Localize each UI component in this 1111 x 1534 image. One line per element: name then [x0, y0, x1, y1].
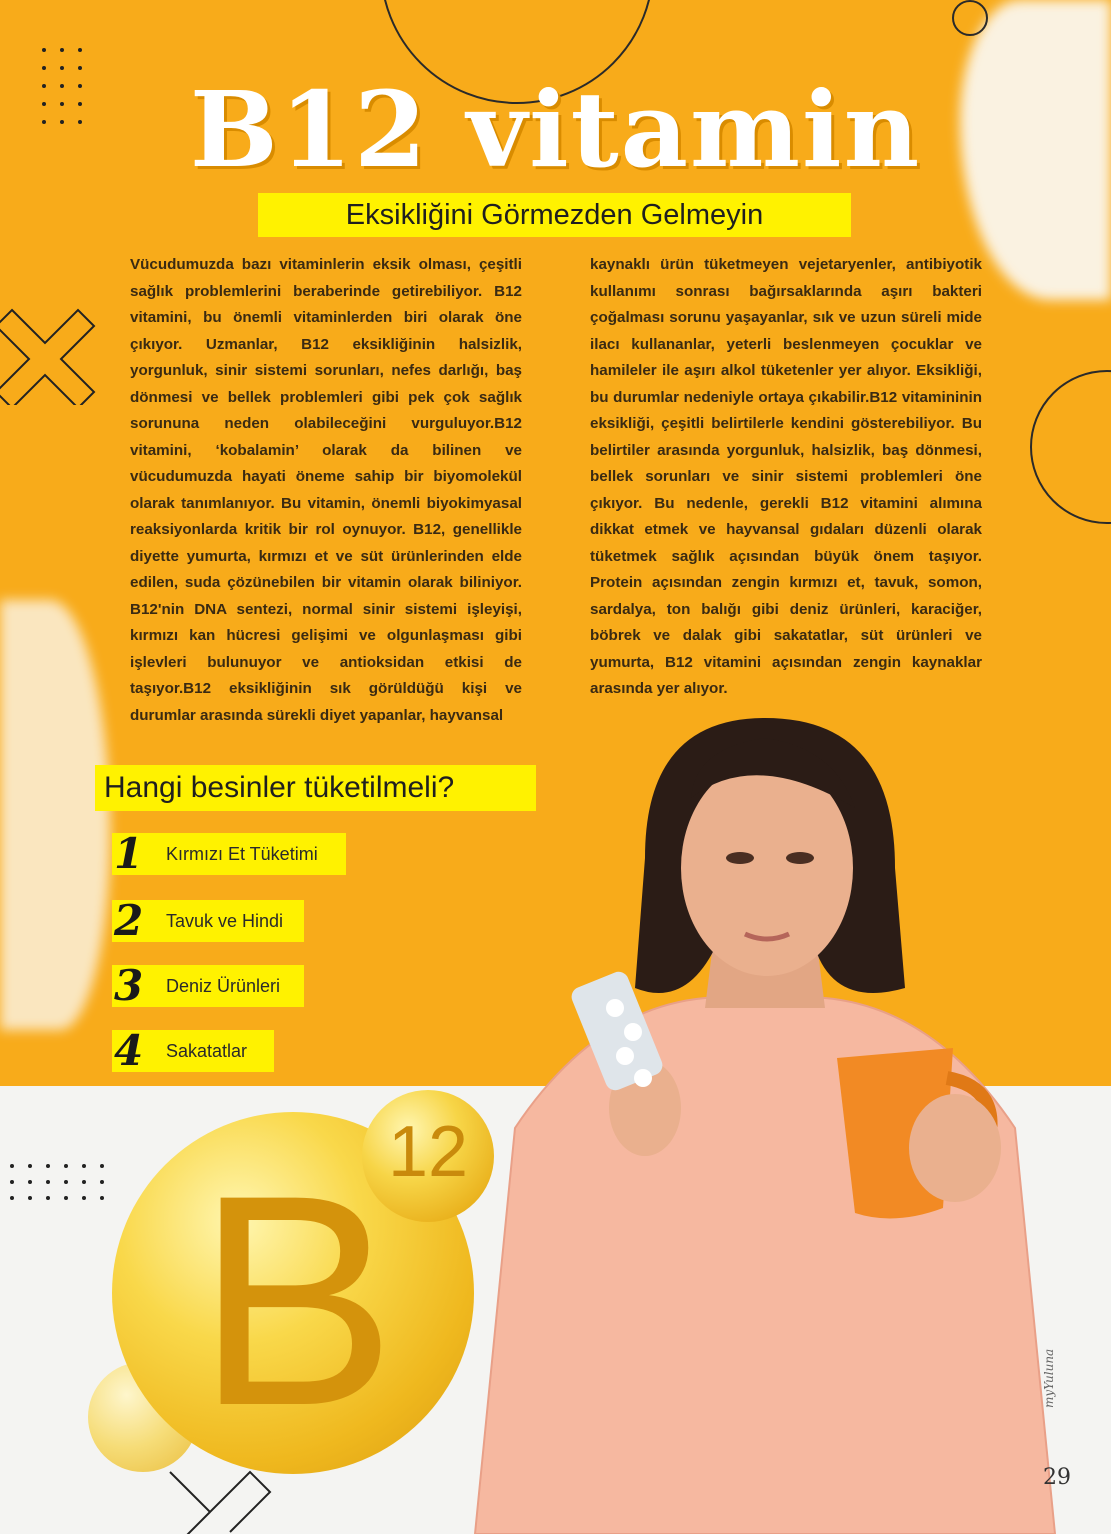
page-number: 29 — [1043, 1465, 1071, 1490]
paint-texture-left — [0, 600, 110, 1030]
vitamin-letter: B — [196, 1132, 397, 1468]
article-column-right: kaynaklı ürün tüketmeyen vejetaryenler, antibiyotik kullanımı sonrası bağırsaklarında aşırı bakteri çoğalması sorunu yaşayanlar, sık ve uzun süreli mide ilacı kullananlar, yeterli beslenmeyen çocuklar ve hamileler ile aşırı alkol tüketenler yer alıyor. Eksikliği, bu durumlar nedeniyle ortaya çıkabilir.B12 vitamininin eksikliği, çeşitli belirtilerle kendini gösterebiliyor. Bu belirtiler arasında yorgunluk, halsizlik, baş dönmesi, bellek sorunları ve sinir sistemi problemleri öne çıkıyor. Bu nedenle, gerekli B12 vitamini alımına dikkat etmek ve hayvansal gıdaları düzenli olarak tüketmek sağlık açısından büyük önem taşıyor. Protein açısından zengin kırmızı et, tavuk, somon, sardalya, ton balığı gibi deniz ürünleri, karaciğer, böbrek ve dalak gibi sakatatlar, süt ürünleri ve yumurta, B12 vitamini açısından zengin kaynaklar arasında yer alıyor. — [590, 256, 982, 697]
foods-heading: Hangi besinler tüketilmeli? — [104, 771, 455, 804]
dot-grid-bottom — [10, 1164, 104, 1200]
list-item-number: 4 — [114, 1026, 144, 1075]
list-item-number: 3 — [114, 961, 144, 1010]
list-item-label: Sakatatlar — [166, 1041, 248, 1061]
list-item-label: Deniz Ürünleri — [166, 976, 281, 996]
list-item-label: Kırmızı Et Tüketimi — [166, 844, 318, 864]
page-title: B12 vitamin — [189, 68, 922, 191]
woman-holding-pills-illustration — [455, 708, 1075, 1534]
page-subtitle: Eksikliğini Görmezden Gelmeyin — [345, 199, 764, 231]
circle-outline-right — [1030, 370, 1111, 524]
list-item-number: 1 — [114, 829, 144, 878]
vitamin-number: 12 — [388, 1112, 469, 1192]
cross-shape — [0, 305, 100, 405]
list-item-number: 2 — [114, 896, 144, 945]
circle-outline-small — [952, 0, 988, 36]
list-item-label: Tavuk ve Hindi — [166, 911, 284, 931]
brand-logo: myYuluna — [1042, 1348, 1056, 1408]
article-column-left: Vücudumuzda bazı vitaminlerin eksik olması, çeşitli sağlık problemlerini beraberinde getirebiliyor. B12 vitamini, bu önemli vitaminlerden biri olarak öne çıkıyor. Uzmanlar, B12 eksikliğinin halsizlik, yorgunluk, sinir sistemi sorunları, nefes darlığı, baş dönmesi ve bellek problemleri gibi pek çok sağlık sorununa neden olabileceğini vurguluyor.B12 vitamini, ‘kobalamin’ olarak da bilinen ve vücudumuzda hayati öneme sahip bir biyomolekül olarak tanımlanıyor. Bu vitamin, önemli biyokimyasal reaksiyonlarda kritik bir rol oynuyor. B12, genellikle diyette yumurta, kırmızı et ve süt ürünlerinden elde edilen, suda çözünebilen bir vitamin olarak biliniyor. B12'nin DNA sentezi, normal sinir sistemi işleyişi, kırmızı kan hücresi gelişimi ve olgunlaşması gibi işlevleri bulunuyor ve antioksidan etkisi de taşıyor.B12 eksikliğinin sık görüldüğü kişi ve durumlar arasında sürekli diyet yapanlar, hayvansal — [130, 256, 522, 724]
